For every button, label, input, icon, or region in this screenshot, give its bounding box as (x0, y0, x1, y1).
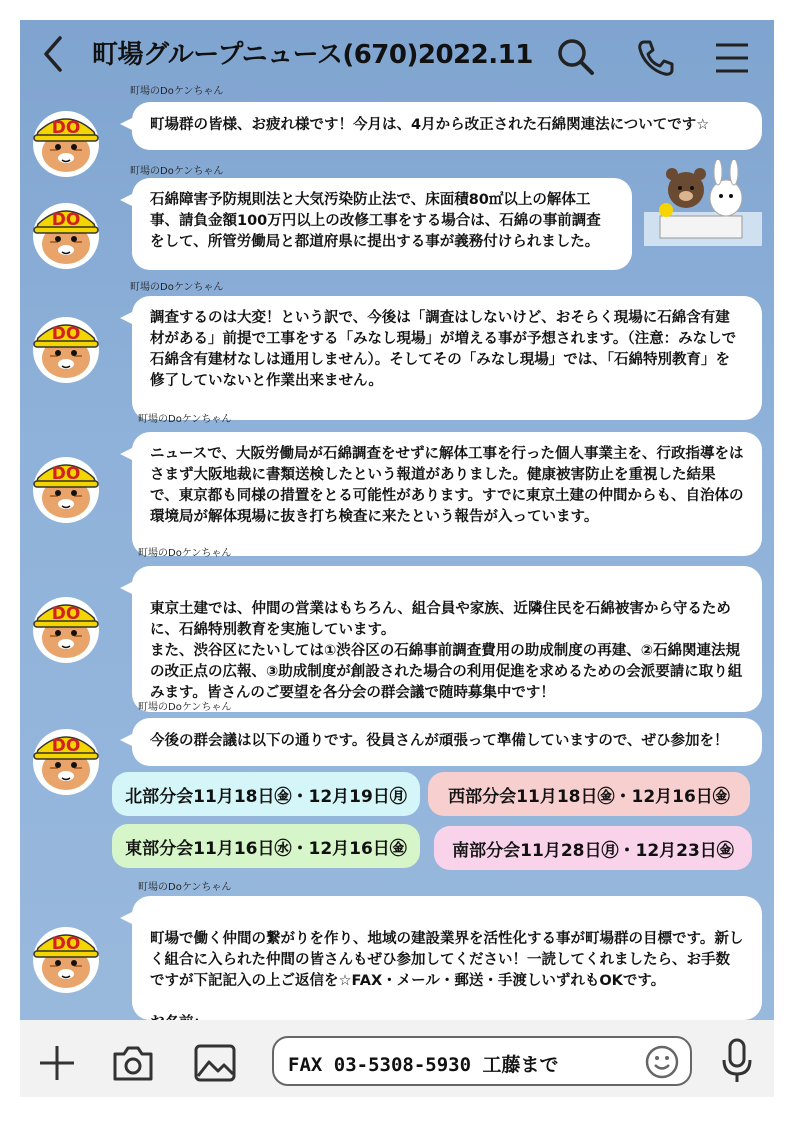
phone-icon[interactable] (635, 38, 675, 78)
message-text: 石綿障害予防規則法と大気汚染防止法で、床面積80㎡以上の解体工事、請負金額100万円以上の改修工事をする場合は、石綿の事前調査をして、所管労働局と都道府県に提出する事が義務付けられました。 (150, 192, 601, 250)
plus-icon[interactable] (38, 1044, 76, 1082)
image-icon[interactable] (194, 1044, 236, 1082)
search-icon[interactable] (555, 36, 595, 76)
sender-name: 町場のDoケンちゃん (130, 166, 224, 177)
avatar[interactable] (24, 586, 108, 664)
avatar-label: DO (51, 118, 81, 138)
avatar[interactable] (24, 192, 108, 270)
avatar-label: DO (51, 934, 81, 954)
avatar-label: DO (51, 324, 81, 344)
avatar[interactable] (24, 916, 108, 994)
chat-header (20, 20, 774, 90)
sender-name: 町場のDoケンちゃん (138, 414, 232, 425)
message-text: 東京土建では、仲間の営業はもちろん、組合員や家族、近隣住民を石綿被害から守るために、石綿特別教育を実施しています。 また、渋谷区にたいしては①渋谷区の石綿事前調査費用の助成制度の再建、②石綿関連法規の改正点の広報、③助成制度が創設された場合の利用促進を求めるための会派要請に取り組みます。皆さんのご要望を各分会の群会議で随時募集中です！ (150, 601, 743, 701)
message-bubble (132, 896, 762, 1020)
message-input-text: FAX 03-5308-5930 工藤まで (288, 1054, 559, 1076)
avatar[interactable] (24, 718, 108, 796)
microphone-icon[interactable] (720, 1038, 754, 1084)
emoji-icon[interactable] (644, 1044, 680, 1080)
avatar-label: DO (51, 210, 81, 230)
message-text: 町場群の皆様、お疲れ様です！今月は、4月から改正された石綿関連法についてです☆ (150, 117, 710, 133)
message-text: ニュースで、大阪労働局が石綿調査をせずに解体工事を行った個人事業主を、行政指導をはさまず大阪地裁に書類送検したという報道がありました。健康被害防止を重視した結果で、東京都も同様の措置をとる可能性があります。すでに東京土建の仲間からも、自治体の環境局が解体現場に抜き打ち検査に来たという報告が入っています。 (150, 446, 744, 525)
message-bubble (132, 102, 762, 150)
sender-name: 町場のDoケンちゃん (138, 702, 232, 713)
avatar-label: DO (51, 604, 81, 624)
meeting-east: 東部分会11月16日㊌・12月16日㊎ (112, 824, 420, 868)
sender-name: 町場のDoケンちゃん (138, 882, 232, 893)
message-bubble (132, 566, 762, 712)
menu-icon[interactable] (714, 42, 750, 74)
bear-rabbit-sticker-icon (642, 160, 764, 248)
message-bubble (132, 432, 762, 556)
avatar-label: DO (51, 464, 81, 484)
meeting-north: 北部分会11月18日㊎・12月19日㊊ (112, 772, 420, 816)
meeting-west: 西部分会11月18日㊎・12月16日㊎ (428, 772, 750, 816)
camera-icon[interactable] (112, 1044, 154, 1082)
meeting-south: 南部分会11月28日㊊・12月23日㊎ (434, 826, 752, 870)
input-bar (20, 1020, 774, 1097)
message-bubble (132, 178, 632, 270)
avatar[interactable] (24, 100, 108, 178)
avatar-label: DO (51, 736, 81, 756)
message-text: 今後の群会議は以下の通りです。役員さんが頑張って準備していますので、ぜひ参加を！ (150, 733, 729, 749)
avatar[interactable] (24, 306, 108, 384)
message-bubble (132, 296, 762, 420)
chat-title: 町場グループニュース(670)2022.11 (92, 40, 533, 70)
message-bubble (132, 718, 762, 766)
sender-name: 町場のDoケンちゃん (130, 86, 224, 97)
message-text: 町場で働く仲間の繋がりを作り、地域の建設業界を活性化する事が町場群の目標です。新しく組合に入られた仲間の皆さんもぜひ参加してください！一読してくれましたら、お手数ですが下記記入の上ご返信を☆FAX・メール・郵送・手渡しいずれもOKです。 (150, 931, 744, 989)
chat-screen (20, 20, 774, 1097)
avatar[interactable] (24, 446, 108, 524)
sender-name: 町場のDoケンちゃん (138, 548, 232, 559)
message-input[interactable] (272, 1036, 692, 1086)
sender-name: 町場のDoケンちゃん (130, 282, 224, 293)
back-arrow-icon[interactable] (38, 34, 68, 74)
message-text: 調査するのは大変！という訳で、今後は「調査はしないけど、おそらく現場に石綿含有建材がある」前提で工事をする「みなし現場」が増える事が予想されます。（注意：みなしで石綿含有建材なしは通用しません）。そしてその「みなし現場」では、「石綿特別教育」を修了していないと作業出来ません。 (150, 310, 737, 389)
